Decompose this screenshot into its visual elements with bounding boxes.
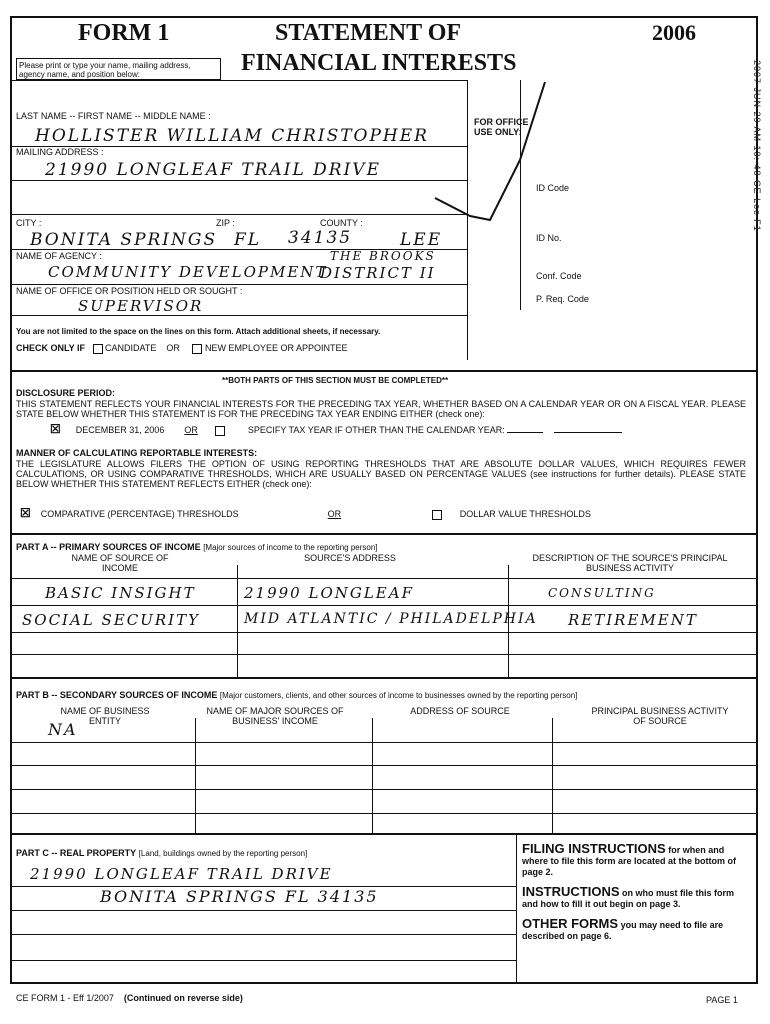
other-bold: OTHER FORMS — [522, 916, 619, 931]
rule — [237, 565, 238, 677]
part-b-col3: ADDRESS OF SOURCE — [410, 706, 510, 716]
rule — [12, 654, 756, 655]
check-only-if-row — [16, 343, 347, 354]
city-label: CITY : — [16, 218, 42, 228]
part-b-subheading: [Major customers, clients, and other sources of income to businesses owned by the reporting person] — [219, 691, 578, 700]
rule — [12, 910, 516, 911]
footer-page: PAGE 1 — [706, 995, 738, 1005]
specify-label: SPECIFY TAX YEAR IF OTHER THAN THE CALENDAR YEAR: — [247, 425, 505, 435]
agency-label: NAME OF AGENCY : — [16, 251, 102, 261]
or-label: OR — [166, 343, 180, 353]
period-heading: DISCLOSURE PERIOD: — [16, 388, 116, 398]
county-value: LEE — [400, 230, 443, 250]
office-use-label: FOR OFFICE USE ONLY: — [474, 117, 529, 137]
comparative-checkbox-checked[interactable]: ☒ — [20, 506, 31, 520]
rule — [12, 934, 516, 935]
part-a-col1: NAME OF SOURCE OF INCOME — [71, 553, 169, 573]
dec31-checkbox-checked[interactable]: ☒ — [50, 422, 61, 436]
print-instruction: Please print or type your name, mailing address, agency name, and position below: — [16, 58, 221, 80]
rule — [12, 605, 756, 606]
rule — [12, 960, 516, 961]
part-c-line2: BONITA SPRINGS FL 34135 — [100, 887, 379, 906]
filing-instructions — [522, 843, 750, 878]
rule — [12, 214, 467, 215]
footer-left-row — [16, 993, 243, 1003]
rule — [12, 765, 756, 766]
part-b-heading-row — [16, 690, 577, 701]
specify-checkbox[interactable] — [215, 426, 225, 436]
other-forms — [522, 918, 750, 942]
part-a-heading-row — [16, 542, 378, 553]
check-only-if-label: CHECK ONLY IF — [16, 343, 86, 353]
rule — [12, 632, 756, 633]
part-a-col3: DESCRIPTION OF THE SOURCE'S PRINCIPAL BUSINESS ACTIVITY — [532, 553, 728, 573]
id-code-label: ID Code — [536, 183, 570, 193]
part-a-row2-address: MID ATLANTIC / PHILADELPHIA — [244, 611, 538, 627]
zip-value: 34135 — [288, 228, 353, 248]
conf-code-label: Conf. Code — [536, 271, 582, 281]
who-must-file — [522, 886, 750, 910]
title-line2: FINANCIAL INTERESTS — [241, 50, 517, 76]
both-parts-note: **BOTH PARTS OF THIS SECTION MUST BE COMPLETED** — [222, 376, 449, 385]
form-year: 2006 — [652, 20, 696, 45]
zip-label: ZIP : — [216, 218, 235, 228]
instructions-panel — [522, 843, 750, 942]
specify-field[interactable] — [507, 432, 543, 433]
part-b-col1: NAME OF BUSINESS ENTITY — [60, 706, 150, 726]
dec31-label: DECEMBER 31, 2006 — [75, 425, 165, 435]
part-a-row1-activity: CONSULTING — [548, 586, 656, 600]
title-line1: STATEMENT OF — [275, 20, 462, 46]
rule — [12, 284, 467, 285]
position-value: SUPERVISOR — [78, 297, 204, 315]
other-rest: you may need to file are described on page 6. — [522, 920, 724, 941]
rule — [12, 578, 756, 579]
rule — [10, 677, 758, 679]
manner-text: THE LEGISLATURE ALLOWS FILERS THE OPTION OF USING REPORTING THRESHOLDS THAT ARE ABSOLUTE DOLLAR VALUES, WHICH REQUIRES FEWER CALCULATIONS, OR USING COMPARATIVE THRESHOLDS, WHICH ARE USUALLY BASED ON PERCENTAGE VALUES (see instructions for further details). PLEASE STATE BELOW WHETHER THIS STATEMENT REFLECTS EITHER (check one): — [16, 459, 746, 489]
dollar-label: DOLLAR VALUE THRESHOLDS — [459, 509, 591, 519]
part-a-row2-name: SOCIAL SECURITY — [22, 611, 201, 629]
or-label: OR — [327, 509, 342, 519]
rule — [10, 370, 758, 372]
county-label: COUNTY : — [320, 218, 363, 228]
space-note: You are not limited to the space on the lines on this form. Attach additional sheets, if necessary. — [16, 327, 381, 336]
id-no-label: ID No. — [536, 233, 562, 243]
rule — [10, 833, 758, 835]
position-label: NAME OF OFFICE OR POSITION HELD OR SOUGHT : — [16, 286, 243, 296]
part-a-heading: PART A -- PRIMARY SOURCES OF INCOME — [16, 542, 201, 552]
part-a-row1-name: BASIC INSIGHT — [45, 584, 196, 602]
rule — [372, 718, 373, 833]
or-label: OR — [184, 425, 198, 435]
agency-value-2a: THE BROOKS — [330, 249, 436, 263]
agency-value-2b: DISTRICT II — [320, 264, 436, 282]
rule — [195, 718, 196, 833]
form-number: FORM 1 — [78, 20, 170, 46]
part-b-col4: PRINCIPAL BUSINESS ACTIVITY OF SOURCE — [591, 706, 729, 726]
state-value: FL — [234, 230, 262, 250]
filing-rest: for when and where to file this form are located at the bottom of page 2. — [522, 845, 737, 877]
candidate-label: CANDIDATE — [105, 343, 157, 353]
dollar-checkbox[interactable] — [432, 510, 442, 520]
rule — [12, 813, 756, 814]
filing-bold: FILING INSTRUCTIONS — [522, 841, 666, 856]
part-b-col2: NAME OF MAJOR SOURCES OF BUSINESS' INCOME — [206, 706, 344, 726]
manner-heading: MANNER OF CALCULATING REPORTABLE INTERESTS: — [16, 448, 258, 458]
period-text: THIS STATEMENT REFLECTS YOUR FINANCIAL INTERESTS FOR THE PRECEDING TAX YEAR, WHETHER BASED ON A CALENDAR YEAR OR ON A FISCAL YEAR. PLEASE STATE BELOW WHETHER THIS STATEMENT IS FOR THE PRECEDING TAX YEAR ENDING EITHER (check one): — [16, 399, 746, 419]
footer-form-id: CE FORM 1 - Eff 1/2007 — [16, 993, 114, 1003]
rule — [10, 533, 758, 535]
rule — [12, 742, 756, 743]
rule — [516, 833, 517, 982]
instr-rest: on who must file this form and how to fill it out begin on page 3. — [522, 888, 734, 909]
part-a-col2: SOURCE'S ADDRESS — [304, 553, 396, 563]
footer-continued: (Continued on reverse side) — [123, 993, 243, 1003]
rule — [12, 80, 467, 81]
new-employee-checkbox[interactable] — [192, 344, 202, 354]
part-b-entry: NA — [48, 720, 78, 739]
instr-bold: INSTRUCTIONS — [522, 884, 620, 899]
part-a-row1-address: 21990 LONGLEAF — [244, 584, 415, 602]
part-c-heading-row — [16, 848, 307, 859]
new-employee-label: NEW EMPLOYEE OR APPOINTEE — [204, 343, 348, 353]
rule — [12, 180, 467, 181]
part-a-row2-activity: RETIREMENT — [568, 611, 698, 629]
part-c-heading: PART C -- REAL PROPERTY — [16, 848, 137, 858]
specify-field-2[interactable] — [554, 432, 622, 433]
rule — [12, 315, 467, 316]
rule — [552, 718, 553, 833]
p-req-code-label: P. Req. Code — [536, 294, 589, 304]
part-c-subheading: [Land, buildings owned by the reporting person] — [138, 849, 308, 858]
mailing-label: MAILING ADDRESS : — [16, 147, 104, 157]
candidate-checkbox[interactable] — [93, 344, 103, 354]
part-b-heading: PART B -- SECONDARY SOURCES OF INCOME — [16, 690, 218, 700]
name-label: LAST NAME -- FIRST NAME -- MIDDLE NAME : — [16, 111, 211, 121]
part-c-line1: 21990 LONGLEAF TRAIL DRIVE — [30, 865, 333, 883]
part-a-subheading: [Major sources of income to the reporting person] — [203, 543, 378, 552]
rule — [12, 789, 756, 790]
mailing-value: 21990 LONGLEAF TRAIL DRIVE — [45, 160, 381, 180]
agency-value: COMMUNITY DEVELOPMENT — [48, 263, 328, 281]
comparative-label: COMPARATIVE (PERCENTAGE) THRESHOLDS — [40, 509, 239, 519]
city-value: BONITA SPRINGS — [30, 230, 218, 250]
period-options — [50, 424, 730, 436]
manner-options — [20, 508, 740, 520]
rule — [12, 886, 516, 887]
signature-stroke — [410, 80, 550, 230]
name-value: HOLLISTER WILLIAM CHRISTOPHER — [35, 126, 429, 146]
received-stamp: 2007 JUN 29 AM 10: 48 CE Loc F1 — [752, 60, 762, 232]
